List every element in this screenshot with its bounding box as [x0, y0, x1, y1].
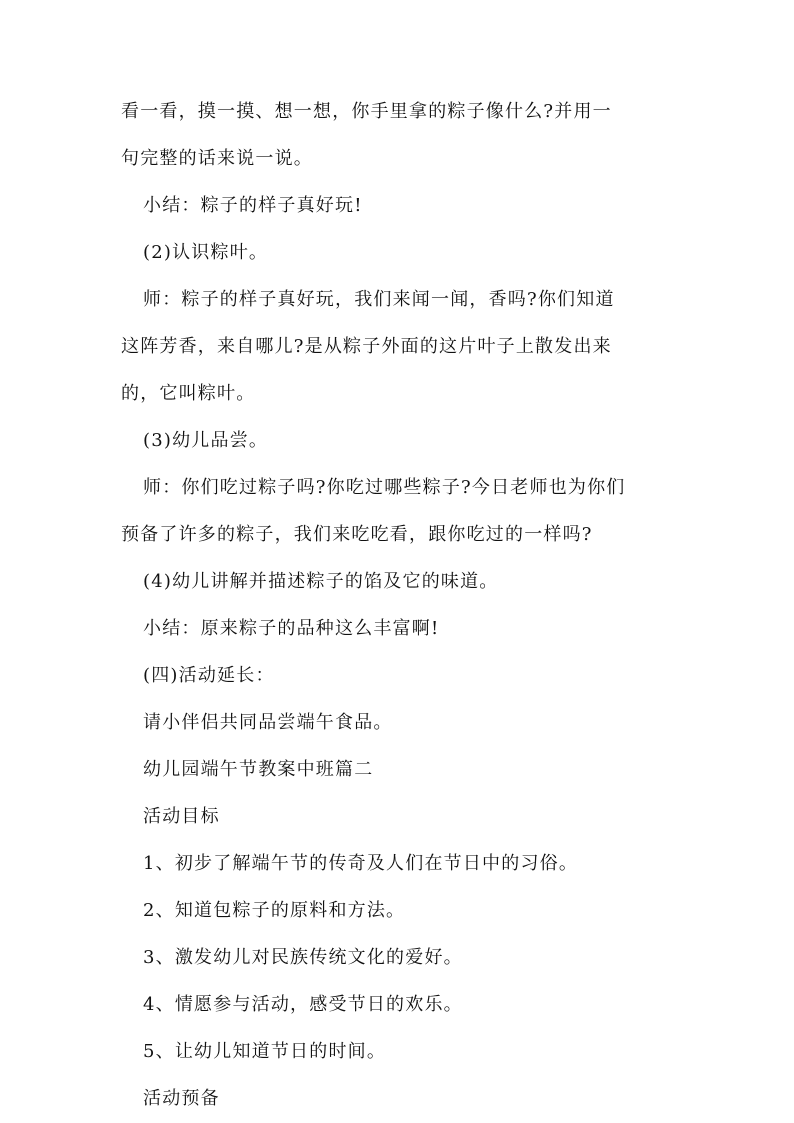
text-line: 的，它叫粽叶。 — [121, 383, 256, 404]
text-line: 看一看，摸一摸、想一想，你手里拿的粽子像什么?并用一 — [121, 101, 612, 122]
text-line: (2)认识粽叶。 — [143, 242, 269, 263]
text-line: (3)幼儿品尝。 — [143, 430, 269, 451]
list-item: 1、初步了解端午节的传奇及人们在节日中的习俗。 — [143, 853, 579, 874]
text-line: 小结：原来粽子的品种这么丰富啊! — [143, 618, 440, 639]
list-item: 4、情愿参与活动，感受节日的欢乐。 — [143, 994, 463, 1015]
text-line: 预备了许多的粽子，我们来吃吃看，跟你吃过的一样吗? — [121, 524, 593, 545]
document-body — [121, 100, 681, 1111]
subsection-heading: 活动预备 — [143, 1088, 220, 1109]
subsection-heading: 活动目标 — [143, 806, 220, 827]
text-line: 小结：粽子的样子真好玩! — [143, 195, 363, 216]
list-item: 2、知道包粽子的原料和方法。 — [143, 900, 406, 921]
section-heading: 幼儿园端午节教案中班篇二 — [143, 759, 374, 780]
list-item: 5、让幼儿知道节日的时间。 — [143, 1041, 387, 1062]
text-line: 句完整的话来说一说。 — [121, 148, 313, 169]
text-line: 这阵芳香，来自哪儿?是从粽子外面的这片叶子上散发出来 — [121, 336, 612, 357]
text-line: 师：你们吃过粽子吗?你吃过哪些粽子?今日老师也为你们 — [143, 477, 626, 498]
text-line: 师：粽子的样子真好玩，我们来闻一闻，香吗?你们知道 — [143, 289, 615, 310]
text-line: (四)活动延长： — [143, 665, 275, 686]
text-line: (4)幼儿讲解并描述粽子的馅及它的味道。 — [143, 571, 499, 592]
text-line: 请小伴侣共同品尝端午食品。 — [143, 712, 393, 733]
list-item: 3、激发幼儿对民族传统文化的爱好。 — [143, 947, 463, 968]
